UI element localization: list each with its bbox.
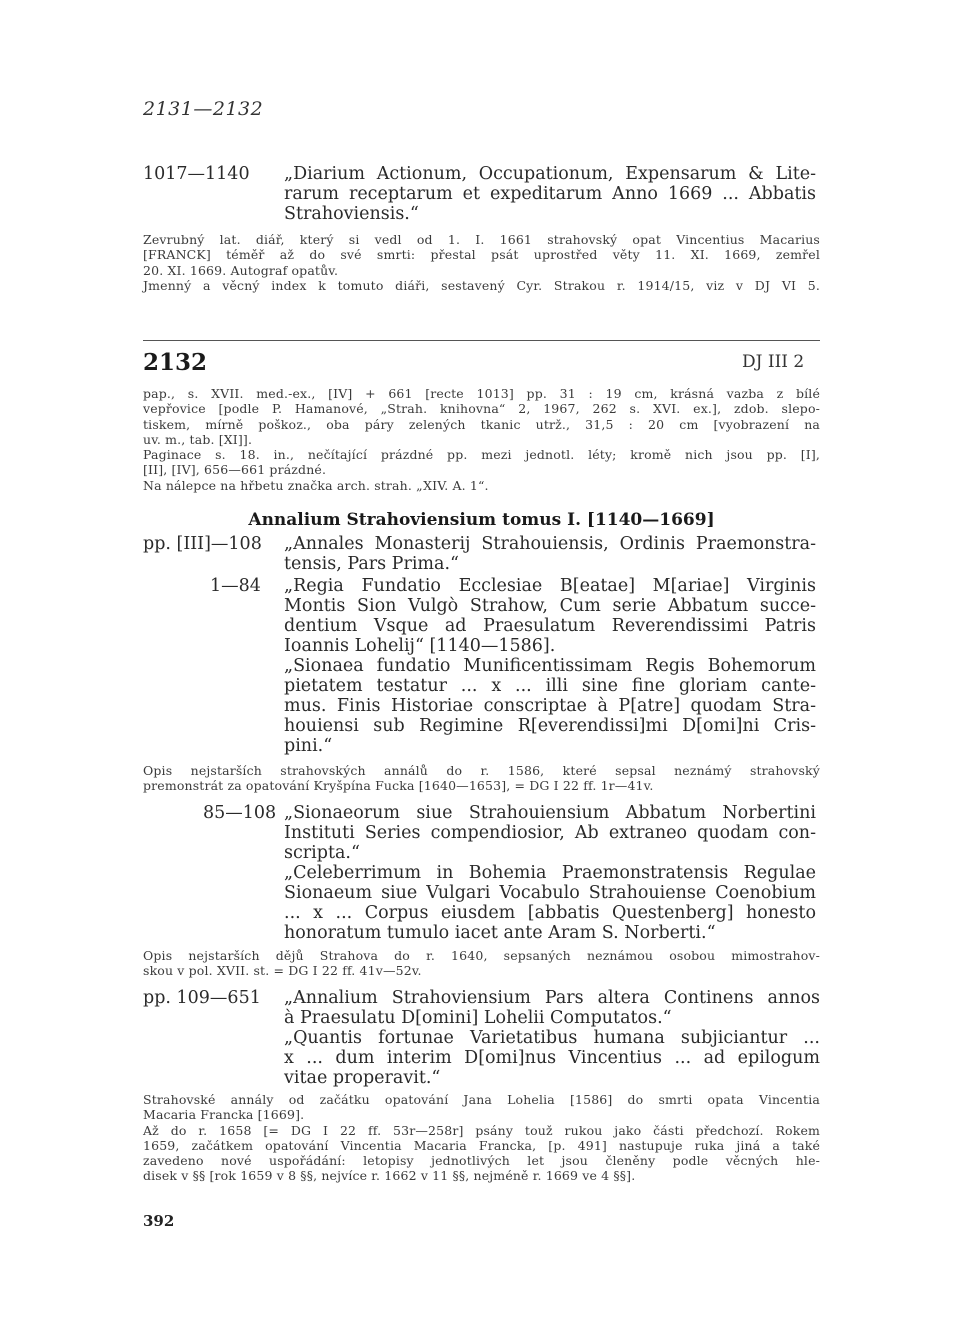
item-line: houiensi sub Regimine R[everendissi]mi D[omi]ni Cris- (284, 716, 816, 736)
title-line: Strahoviensis.“ (284, 204, 419, 224)
item-line: „Sionaeorum siue Strahouiensium Abbatum Norbertini (284, 803, 816, 823)
item3-text (284, 803, 816, 943)
item4-range: pp. 109—651 (143, 988, 261, 1008)
description-line: pap., s. XVII. med.-ex., [IV] + 661 [recte 1013] pp. 31 : 19 cm, krásná vazba z bílé (143, 386, 820, 401)
description-line: Paginace s. 18. in., nečítající prázdné pp. mezi jednotl. léty; kromě nich jsou pp. [I], (143, 447, 820, 463)
item-line: Instituti Series compendiosior, Ab extraneo quodam con- (284, 823, 816, 843)
section-divider (143, 340, 820, 341)
shelf-signature: DJ III 2 (742, 352, 805, 372)
note-line: skou v pol. XVII. st. = DG I 22 ff. 41v—52v. (143, 963, 422, 979)
item-line: à Praesulatu D[omini] Lohelii Computatos.“ (284, 1008, 672, 1028)
item-line: Ioannis Lohelij“ [1140—1586]. (284, 636, 556, 656)
item-line: „Annales Monasterij Strahouiensis, Ordinis Praemonstra- (284, 534, 816, 554)
note-line: Zevrubný lat. diář, který si vedl od 1. I. 1661 strahovský opat Vincentius Macarius (143, 232, 820, 247)
item4-note (143, 1092, 820, 1184)
note-line: disek v §§ [rok 1659 v 8 §§, nejvíce r. 1662 v 11 §§, nejméně r. 1669 ve 4 §§]. (143, 1168, 636, 1184)
item4-text (284, 988, 820, 1088)
note-line: [FRANCK] téměř až do své smrti: přestal psát uprostřed věty 11. XI. 1669, zemřel (143, 247, 820, 263)
item1-range: pp. [III]—108 (143, 534, 262, 554)
title-line: rarum receptarum et expeditarum Anno 1669 ... Abbatis (284, 184, 816, 204)
description-line: uv. m., tab. [XI]]. (143, 431, 253, 447)
item-line: „Sionaea fundatio Munificentissimam Regis Bohemorum (284, 656, 816, 676)
item-line: honoratum tumulo iacet ante Aram S. Norberti.“ (284, 923, 716, 943)
item-line: „Quantis fortunae Varietatibus humana subjiciantur ... (284, 1028, 820, 1048)
item-line: vitae properavit.“ (284, 1068, 441, 1088)
section-heading: Annalium Strahoviensium tomus I. [1140—1669] (248, 510, 715, 530)
entry-2131-note (143, 232, 820, 293)
note-line: premonstrát za opatování Kryšpína Fucka [1640—1653], = DG I 22 ff. 1r—41v. (143, 778, 654, 794)
item-line: „Regia Fundatio Ecclesiae B[eatae] M[ariae] Virginis (284, 576, 816, 596)
item3-note (143, 948, 820, 979)
entry-2131-range: 1017—1140 (143, 164, 250, 184)
item2-note (143, 763, 820, 794)
item2-text (284, 576, 816, 756)
title-line: „Diarium Actionum, Occupationum, Expensarum & Lite- (284, 164, 816, 184)
note-line: zavedeno nové uspořádání: letopisy jednotlivých let jsou členěny podle věcných hle- (143, 1153, 820, 1169)
item1-text (284, 534, 816, 574)
item-line: pini.“ (284, 736, 333, 756)
item-line: tensis, Pars Prima.“ (284, 554, 459, 574)
item-line: pietatem testatur ... x ... illi sine fine gloriam cante- (284, 676, 816, 696)
description-line: Na nálepce na hřbetu značka arch. strah. „XIV. A. 1“. (143, 477, 489, 493)
note-line: Macaria Francka [1669]. (143, 1107, 305, 1123)
item-line: „Annalium Strahoviensium Pars altera Continens annos (284, 988, 820, 1008)
item-line: x ... dum interim D[omi]nus Vincentius ... ad epilogum (284, 1048, 820, 1068)
item-line: Sionaeum siue Vulgari Vocabulo Strahouiense Coenobium (284, 883, 816, 903)
note-line: Až do r. 1658 [= DG I 22 ff. 53r—258r] psány touž rukou jako části předchozí. Rokem (143, 1122, 820, 1138)
running-head: 2131—2132 (143, 98, 264, 120)
item-line: ... x ... Corpus eiusdem [abbatis Questenberg] honesto (284, 903, 816, 923)
description-line: vepřovice [podle P. Hamanové, „Strah. knihovna“ 2, 1967, 262 s. XVI. ex.], zdob. slepo- (143, 401, 820, 417)
description-line: tiskem, mírně poškoz., oba páry zelených tkanic utrž., 31,5 : 20 cm [vyobrazení na (143, 416, 820, 432)
page-number: 392 (143, 1212, 175, 1230)
note-line: Opis nejstarších strahovských annálů do r. 1586, které sepsal neznámý strahovský (143, 763, 820, 778)
item2-range: 1—84 (210, 576, 261, 596)
item-line: „Celeberrimum in Bohemia Praemonstratensis Regulae (284, 863, 816, 883)
item3-range: 85—108 (203, 803, 277, 823)
item-line: mus. Finis Historiae conscriptae à P[atre] quodam Stra- (284, 696, 816, 716)
entry-2131-title (284, 164, 816, 224)
note-line: Jmenný a věcný index k tomuto diáři, sestavený Cyr. Strakou r. 1914/15, viz v DJ VI 5. (143, 277, 820, 293)
entry-number: 2132 (143, 349, 208, 376)
note-line: 20. XI. 1669. Autograf opatův. (143, 262, 339, 278)
description-line: [II], [IV], 656—661 prázdné. (143, 462, 327, 478)
note-line: Opis nejstarších dějů Strahova do r. 1640, sepsaných neznámou osobou mimostrahov- (143, 948, 820, 963)
physical-description (143, 386, 820, 493)
item-line: scripta.“ (284, 843, 360, 863)
item-line: Montis Sion Vulgò Strahow, Cum serie Abbatum succe- (284, 596, 816, 616)
note-line: 1659, začátkem opatování Vincentia Macaria Francka, [p. 491] nastupuje ruka jiná a také (143, 1137, 820, 1153)
item-line: dentium Vsque ad Praesulatum Reverendissimi Patris (284, 616, 816, 636)
note-line: Strahovské annály od začátku opatování Jana Lohelia [1586] do smrti opata Vincentia (143, 1092, 820, 1107)
